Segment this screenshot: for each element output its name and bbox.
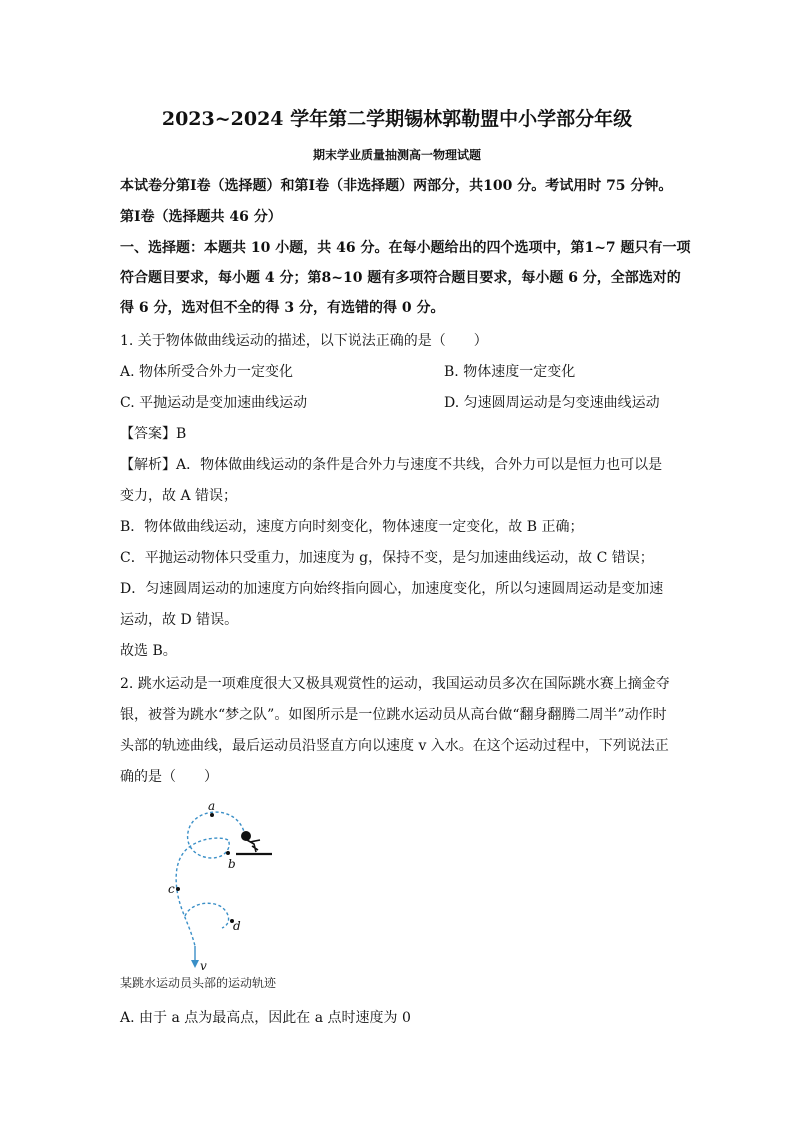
- q1-analysis-line: 变力，故 A 错误；: [120, 488, 238, 504]
- q1-analysis-line: B．物体做曲线运动，速度方向时刻变化，物体速度一定变化，故 B 正确；: [120, 519, 584, 535]
- exam-subtitle: 期末学业质量抽测高一物理试题: [312, 148, 481, 162]
- q1-conclusion: 故选 B。: [120, 643, 177, 659]
- q1-option-c: C. 平抛运动是变加速曲线运动: [120, 395, 308, 411]
- q1-analysis-line: D．匀速圆周运动的加速度方向始终指向圆心，加速度变化，所以匀速圆周运动是变加速: [120, 581, 664, 597]
- point-c-label: c: [168, 882, 175, 896]
- q1-option-a: A. 物体所受合外力一定变化: [120, 364, 294, 380]
- q1-analysis-line: C．平抛运动物体只受重力，加速度为 g，保持不变，是匀加速曲线运动，故 C 错误；: [120, 550, 654, 566]
- point-d-label: d: [233, 919, 241, 933]
- trajectory-figure: [140, 796, 300, 976]
- q1-answer: 【答案】B: [120, 426, 187, 442]
- figure-caption: 某跳水运动员头部的运动轨迹: [120, 976, 277, 990]
- question-2-stem-line: 2. 跳水运动是一项难度很大又极具观赏性的运动，我国运动员多次在国际跳水赛上摘金夺: [120, 676, 670, 692]
- instruction-line: 得 6 分，选对但不全的得 3 分，有选错的得 0 分。: [120, 300, 445, 316]
- question-2-stem-line: 银，被誉为跳水“梦之队”。如图所示是一位跳水运动员从高台做“翻身翻腾二周半”动作时: [120, 707, 667, 723]
- q1-analysis-line: 运动，故 D 错误。: [120, 612, 239, 628]
- question-1-stem: 1. 关于物体做曲线运动的描述，以下说法正确的是（ ）: [120, 333, 488, 349]
- point-a-label: a: [208, 799, 216, 813]
- instruction-line: 一、选择题：本题共 10 小题，共 46 分。在每小题给出的四个选项中，第1~7 题只有一项: [120, 240, 691, 256]
- question-2-stem-line: 确的是（ ）: [120, 769, 218, 785]
- q1-option-b: B. 物体速度一定变化: [444, 364, 576, 380]
- q2-option-a: A. 由于 a 点为最高点，因此在 a 点时速度为 0: [120, 1010, 411, 1026]
- intro-line: 本试卷分第Ⅰ卷（选择题）和第Ⅰ卷（非选择题）两部分，共100 分。考试用时 75 分钟。: [120, 178, 673, 194]
- velocity-label: v: [200, 959, 207, 972]
- section-heading: 第Ⅰ卷（选择题共 46 分）: [120, 209, 282, 225]
- q1-analysis-line: 【解析】A．物体做曲线运动的条件是合外力与速度不共线，合外力可以是恒力也可以是: [120, 457, 663, 473]
- question-2-stem-line: 头部的轨迹曲线，最后运动员沿竖直方向以速度 v 入水。在这个运动过程中，下列说法正: [120, 738, 669, 754]
- exam-title: 2023~2024 学年第二学期锡林郭勒盟中小学部分年级: [161, 108, 633, 130]
- q1-option-d: D. 匀速圆周运动是匀变速曲线运动: [444, 395, 660, 411]
- point-b-label: b: [228, 857, 236, 871]
- instruction-line: 符合题目要求，每小题 4 分；第8~10 题有多项符合题目要求，每小题 6 分，全部选对的: [120, 270, 681, 286]
